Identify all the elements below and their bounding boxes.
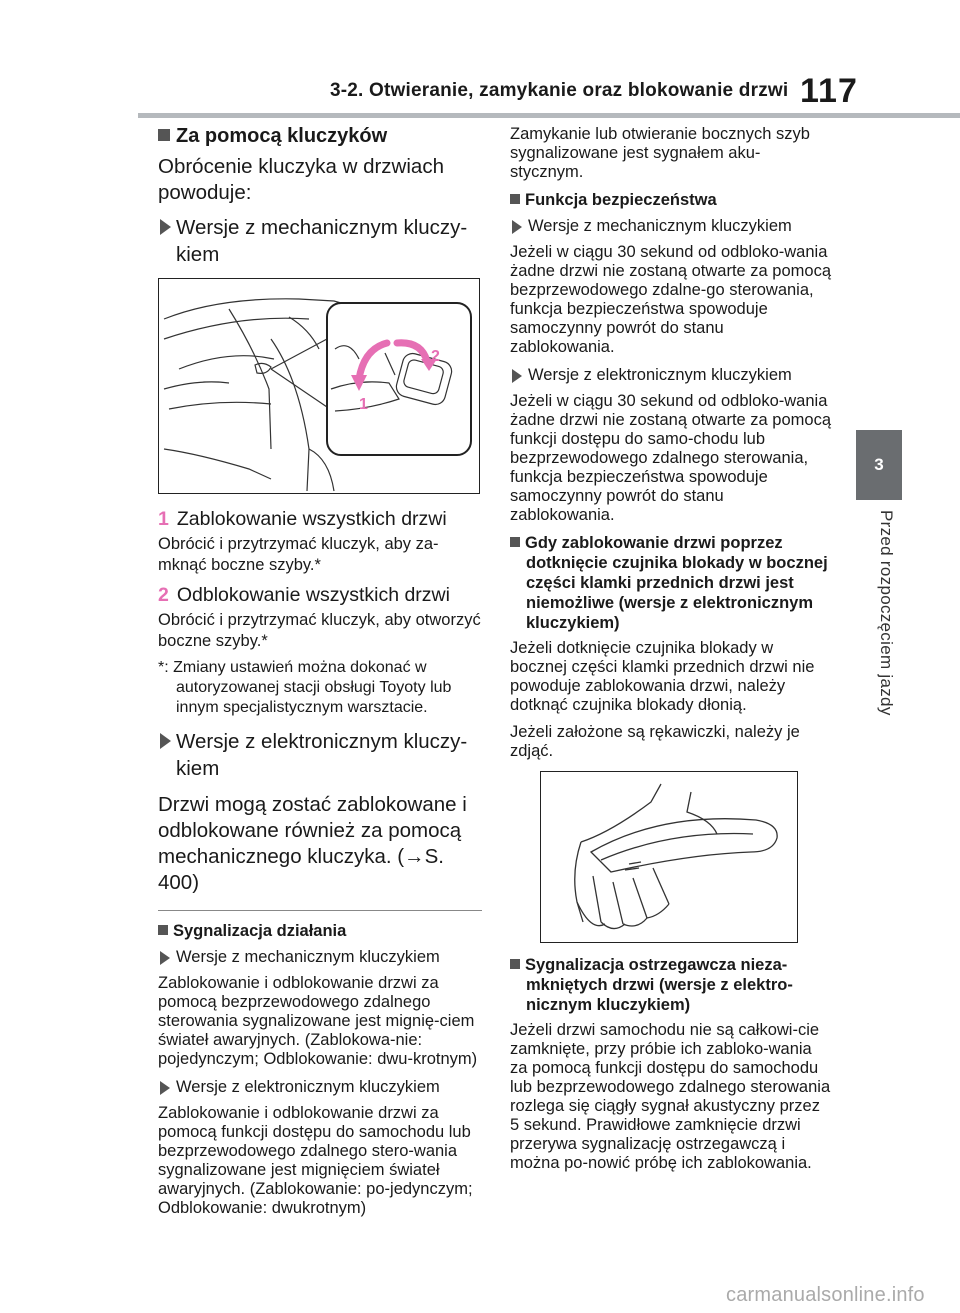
item-number: 2 xyxy=(158,584,169,606)
item-unlock-all: 2 Odblokowanie wszystkich drzwi xyxy=(158,584,450,606)
warn-heading: Sygnalizacja ostrzegawcza nieza-mkniętych drzwi (wersje z elektro-nicznym kluczykiem) xyxy=(510,955,832,1015)
figure-door-key-lock xyxy=(158,278,480,494)
item-lock-all: 1 Zablokowanie wszystkich drzwi xyxy=(158,508,447,530)
item-unlock-all-desc: Obrócić i przytrzymać kluczyk, aby otworzyć boczne szyby.* xyxy=(158,611,481,650)
triangle-bullet-icon xyxy=(160,219,171,235)
signal-elec-text: Zablokowanie i odblokowanie drzwi za pomocą funkcji dostępu do samochodu lub bezprzewodowego zdalnego stero-wania sygnalizowane jest mignięciem świateł awaryjnych. (Zablokowanie: po-jedynczym; Odblokowanie: dwukrotnym) xyxy=(158,1104,473,1217)
right-column xyxy=(510,125,832,1181)
safety-mech-text: Jeżeli w ciągu 30 sekund od odbloko-wania żadne drzwi nie zostaną otwarte za pomocą bezprzewodowego zdalne-go sterowania, funkcja bezpieczeństwa spowoduje samoczynny powrót do stanu zablokowania. xyxy=(510,243,832,356)
left-column xyxy=(158,125,482,1226)
square-bullet-icon xyxy=(510,959,520,969)
sensor-text-1: Jeżeli dotknięcie czujnika blokady w bocznej części klamki przednich drzwi nie powoduje zablokowania drzwi, należy dotknąć czujnika blokady dłonią. xyxy=(510,639,815,714)
section-heading: Za pomocą kluczyków xyxy=(158,125,482,148)
safety-elec-text: Jeżeli w ciągu 30 sekund od odbloko-wania żadne drzwi nie zostaną otwarte za pomocą funkcji dostępu do samo-chodu lub bezprzewodowego zdalnego sterowania, funkcja bezpieczeństwa spowoduje samoczynny powrót do stanu zablokowania. xyxy=(510,392,832,524)
car-door-key-illustration xyxy=(159,279,478,492)
bullet-electronic-key: Wersje z elektronicznym kluczy-kiem xyxy=(158,728,482,782)
triangle-bullet-icon xyxy=(160,733,171,749)
intro-text: Obrócenie kluczyka w drzwiach powoduje: xyxy=(158,155,444,204)
chapter-tab: 3 xyxy=(856,430,902,500)
electronic-key-text: Drzwi mogą zostać zablokowane i odblokowane również za pomocą mechanicznego kluczyka. (→S. 400) xyxy=(158,793,467,894)
page-number: 117 xyxy=(800,72,858,110)
item-lock-all-desc: Obrócić i przytrzymać kluczyk, aby za-mknąć boczne szyby.* xyxy=(158,535,439,574)
sensor-text-2: Jeżeli założone są rękawiczki, należy je zdjąć. xyxy=(510,723,800,760)
triangle-bullet-icon xyxy=(160,1081,170,1095)
square-bullet-icon xyxy=(510,194,520,204)
signal-heading: Sygnalizacja działania xyxy=(158,921,482,941)
triangle-bullet-icon xyxy=(160,951,170,965)
bullet-mechanical-key: Wersje z mechanicznym kluczy-kiem xyxy=(158,214,482,268)
footnote: *: Zmiany ustawień można dokonać w autoryzowanej stacji obsługi Toyoty lub innym specjalistycznym warsztacie. xyxy=(158,659,452,716)
square-bullet-icon xyxy=(158,925,168,935)
square-bullet-icon xyxy=(510,537,520,547)
chapter-title: Przed rozpoczęciem jazdy xyxy=(877,510,896,716)
hand-on-handle-illustration xyxy=(541,772,796,941)
sensor-heading: Gdy zablokowanie drzwi poprzez dotknięcie czujnika blokady w bocznej części klamki przednich drzwi jest niemożliwe (wersje z elektronicznym kluczykiem) xyxy=(510,533,832,633)
signal-mech-text: Zablokowanie i odblokowanie drzwi za pomocą bezprzewodowego zdalnego sterowania sygnalizowane jest mignię-ciem świateł awaryjnych. (Zablokowa-nie: pojedynczym; Odblokowanie: dwu-krotnym) xyxy=(158,974,478,1068)
item-number: 1 xyxy=(158,508,169,530)
triangle-bullet-icon xyxy=(512,220,522,234)
watermark: carmanualsonline.info xyxy=(726,1284,925,1306)
header-rule xyxy=(138,113,960,118)
figure-label-2: 2 xyxy=(431,348,440,365)
windows-text: Zamykanie lub otwieranie bocznych szyb sygnalizowane jest sygnałem aku-stycznym. xyxy=(510,125,810,181)
divider xyxy=(158,910,482,911)
square-bullet-icon xyxy=(158,129,170,141)
safety-elec-bullet: Wersje z elektronicznym kluczykiem xyxy=(510,365,832,386)
safety-mech-bullet: Wersje z mechanicznym kluczykiem xyxy=(510,216,832,237)
figure-hand-door-handle xyxy=(540,771,798,943)
header-section-title: 3-2. Otwieranie, zamykanie oraz blokowanie drzwi xyxy=(330,80,789,101)
safety-heading: Funkcja bezpieczeństwa xyxy=(510,190,832,210)
triangle-bullet-icon xyxy=(512,369,522,383)
signal-mech-bullet: Wersje z mechanicznym kluczykiem xyxy=(158,947,482,968)
signal-elec-bullet: Wersje z elektronicznym kluczykiem xyxy=(158,1077,482,1098)
figure-label-1: 1 xyxy=(359,396,368,413)
warn-text: Jeżeli drzwi samochodu nie są całkowi-cie zamknięte, przy próbie ich zabloko-wania za pomocą funkcji dostępu do samochodu lub bezprzewodowego zdalnego sterowania rozlega się ciągły sygnał akustyczny przez 5 sekund. Prawidłowe zamknięcie drzwi przerywa sygnalizację ostrzegawczą i można po-nowić próbę ich zablokowania. xyxy=(510,1021,831,1172)
